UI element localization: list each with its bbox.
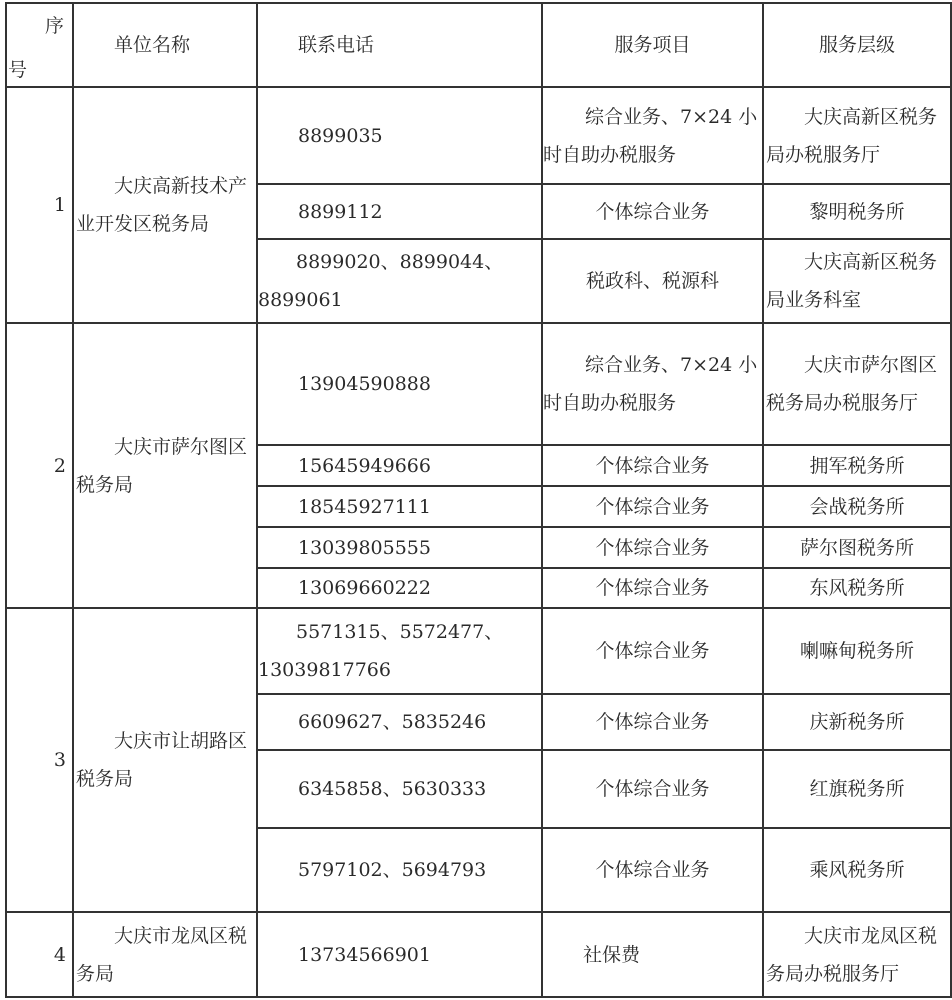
header-phone: 联系电话 — [257, 3, 542, 87]
table-row — [6, 87, 951, 184]
service-cell: 个体综合业务 — [542, 828, 763, 912]
phone-cell: 8899035 — [257, 87, 542, 184]
level-cell: 红旗税务所 — [763, 750, 951, 828]
service-cell: 个体综合业务 — [542, 445, 763, 486]
level-cell: 黎明税务所 — [763, 184, 951, 239]
level-cell: 喇嘛甸税务所 — [763, 608, 951, 694]
level-cell: 大庆市龙凤区税务局办税服务厅 — [763, 912, 951, 997]
service-cell: 个体综合业务 — [542, 568, 763, 608]
phone-cell: 13904590888 — [257, 323, 542, 445]
service-cell: 个体综合业务 — [542, 694, 763, 750]
phone-cell: 18545927111 — [257, 486, 542, 527]
level-cell: 庆新税务所 — [763, 694, 951, 750]
tax-office-contact-table — [5, 2, 952, 998]
header-index-char-1: 序 — [44, 15, 64, 37]
unit-name: 大庆市让胡路区税务局 — [73, 608, 257, 912]
phone-cell: 13039805555 — [257, 527, 542, 568]
header-service: 服务项目 — [542, 3, 763, 87]
unit-name: 大庆市萨尔图区税务局 — [73, 323, 257, 608]
service-cell: 个体综合业务 — [542, 184, 763, 239]
level-cell: 乘风税务所 — [763, 828, 951, 912]
phone-cell: 8899112 — [257, 184, 542, 239]
phone-cell: 8899020、8899044、8899061 — [257, 239, 542, 323]
header-unit: 单位名称 — [73, 3, 257, 87]
level-cell: 东风税务所 — [763, 568, 951, 608]
service-cell: 综合业务、7×24 小时自助办税服务 — [542, 323, 763, 445]
service-cell: 税政科、税源科 — [542, 239, 763, 323]
row-index: 3 — [6, 608, 73, 912]
service-cell: 个体综合业务 — [542, 608, 763, 694]
header-index-char-2: 号 — [8, 59, 28, 81]
table-row — [6, 608, 951, 694]
phone-cell: 6345858、5630333 — [257, 750, 542, 828]
level-cell: 大庆市萨尔图区税务局办税服务厅 — [763, 323, 951, 445]
service-cell: 个体综合业务 — [542, 527, 763, 568]
phone-cell: 15645949666 — [257, 445, 542, 486]
row-index: 4 — [6, 912, 73, 997]
phone-cell: 13069660222 — [257, 568, 542, 608]
phone-cell: 6609627、5835246 — [257, 694, 542, 750]
level-cell: 大庆高新区税务局办税服务厅 — [763, 87, 951, 184]
header-level: 服务层级 — [763, 3, 951, 87]
level-cell: 拥军税务所 — [763, 445, 951, 486]
phone-cell: 13734566901 — [257, 912, 542, 997]
unit-name: 大庆高新技术产业开发区税务局 — [73, 87, 257, 323]
header-row — [6, 3, 951, 87]
header-index — [6, 3, 73, 87]
service-cell: 个体综合业务 — [542, 750, 763, 828]
service-cell: 个体综合业务 — [542, 486, 763, 527]
service-cell: 社保费 — [542, 912, 763, 997]
unit-name: 大庆市龙凤区税务局 — [73, 912, 257, 997]
level-cell: 会战税务所 — [763, 486, 951, 527]
service-cell: 综合业务、7×24 小时自助办税服务 — [542, 87, 763, 184]
phone-cell: 5797102、5694793 — [257, 828, 542, 912]
row-index: 1 — [6, 87, 73, 323]
table-row — [6, 912, 951, 997]
row-index: 2 — [6, 323, 73, 608]
table-row — [6, 323, 951, 445]
phone-cell: 5571315、5572477、13039817766 — [257, 608, 542, 694]
level-cell: 大庆高新区税务局业务科室 — [763, 239, 951, 323]
level-cell: 萨尔图税务所 — [763, 527, 951, 568]
